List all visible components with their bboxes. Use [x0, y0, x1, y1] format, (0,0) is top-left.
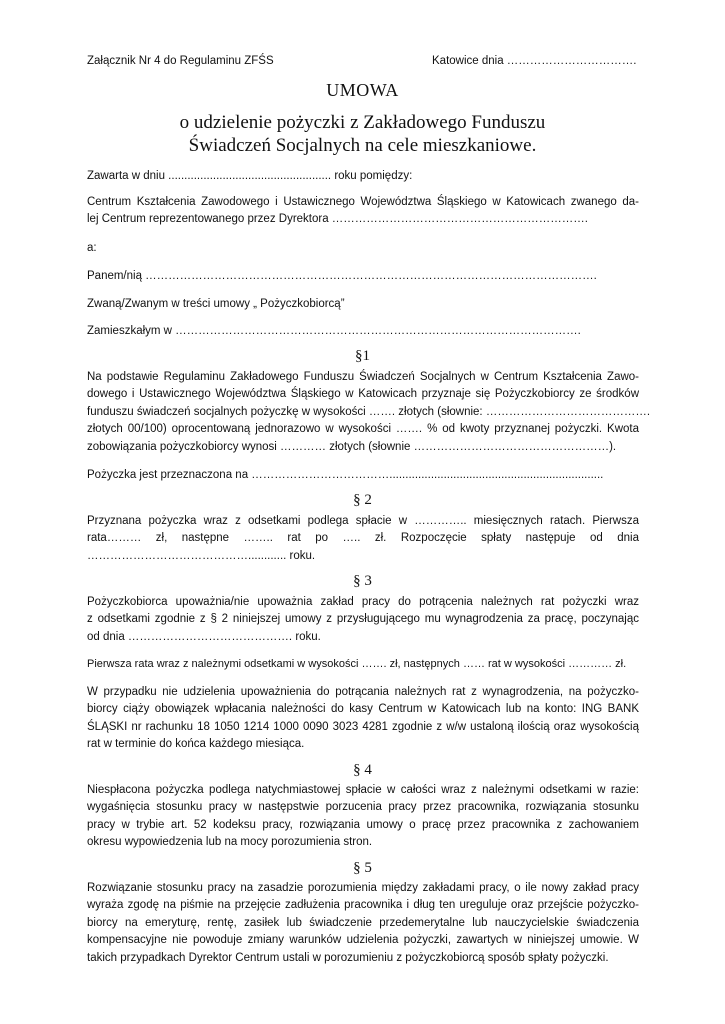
attachment-note: Załącznik Nr 4 do Regulaminu ZFŚS [87, 55, 274, 67]
section-3-body [87, 594, 639, 646]
payment-method-line: W przypadku nie udzielenia upoważnienia do potrącania należnych rat z wynagrodzenia, na pożyczko- [87, 686, 639, 698]
section-1-line: złotych 00/100) oprocentowaną jednorazowo w wysokości ……. % od kwoty przyznanej pożyczki. Kwota [87, 423, 639, 436]
and-label: a: [87, 242, 97, 254]
section-2-heading: § 2 [353, 492, 372, 508]
section-4-heading: § 4 [353, 762, 372, 778]
payment-method-line: biorcy ciąży obowiązek wpłacania należności do kasy Centrum w Katowicach lub na konto: ING BANK [87, 703, 639, 716]
section-3-heading: § 3 [353, 573, 372, 589]
payment-method-paragraph [87, 684, 639, 754]
section-2-body [87, 513, 639, 565]
section-4-body [87, 782, 639, 852]
section-3-line: z odsetkami zgodnie z § 2 niniejszej umowy z przysługującego mu wynagrodzenia za pracę, poczynając [87, 613, 639, 626]
party-one-paragraph [87, 194, 639, 229]
party-one-line-1: Centrum Kształcenia Zawodowego i Ustawicznego Województwa Śląskiego w Katowicach zwanego da- [87, 196, 639, 208]
section-5-body [87, 880, 639, 967]
loan-purpose-line: Pożyczka jest przeznaczona na ………………………………................................................................... [87, 469, 604, 481]
section-4-line: wygaśnięcia stosunku pracy w następstwie porzucenia pracy przez pracownika, rozwiązania stosunku [87, 801, 639, 814]
section-5-heading: § 5 [353, 860, 372, 876]
residence-line: Zamieszkałym w ……………………………………………………………………………………………. [87, 325, 581, 337]
section-1-heading: §1 [355, 348, 370, 364]
section-5-line: Rozwiązanie stosunku pracy na zasadzie porozumienia między zakładami pracy, o ile nowy zakład pracy [87, 882, 639, 894]
section-2-line: Przyznana pożyczka wraz z odsetkami podlega spłacie w ………….. miesięcznych ratach. Pierwsza [87, 515, 639, 527]
document-subtitle-line-1: o udzielenie pożyczki z Zakładowego Funduszu [179, 112, 546, 133]
document-subtitle-line-2: Świadczeń Socjalnych na cele mieszkaniowe. [188, 135, 537, 156]
section-5-line: biorcy na emeryturę, rentę, zasiłek lub świadczenie przedemerytalne lub nauczycielskie świadczenia [87, 916, 639, 929]
section-1-line: dowego i Ustawicznego Województwa Śląskiego w Katowicach przyznaje się Pożyczkobiorcy ze środków [87, 388, 639, 401]
first-installment-line: Pierwsza rata wraz z należnymi odsetkami w wysokości ……. zł, następnych …… rat w wysokości ………… zł. [87, 658, 627, 670]
party-one-line-2: lej Centrum reprezentowanego przez Dyrektora …………………………………………………………. [87, 213, 589, 226]
section-4-line: Niespłacona pożyczka podlega natychmiastowej spłacie w całości wraz z należnymi odsetkami w razie: [87, 784, 639, 796]
party-two-line: Panem/nią ………………………………………………………………………………………………………. [87, 270, 597, 282]
section-4-line: pracy w trybie art. 52 kodeksu pracy, rozwiązania umowy o pracę przez pracownika z zachowaniem [87, 818, 639, 831]
section-2-line: ……………………………………............ roku. [87, 549, 316, 562]
city-date: Katowice dnia ……………………………. [432, 55, 637, 67]
section-1-line: Na podstawie Regulaminu Zakładowego Funduszu Świadczeń Socjalnych w Centrum Kształcenia Zawo- [87, 371, 639, 383]
section-5-line: takich przypadkach Dyrektor Centrum ustali w porozumieniu z pożyczkobiorcą sposób spłaty pożyczki. [87, 951, 609, 964]
section-3-line: Pożyczkobiorca upoważnia/nie upoważnia zakład pracy do potrącenia należnych rat pożyczki wraz [87, 596, 639, 608]
section-1-line: funduszu świadczeń socjalnych pożyczkę w wysokości ……. złotych (słownie: ……………………………………. [87, 405, 651, 418]
section-5-line: wyraża zgodę na piśmie na przejęcie zadłużenia pracownika i dług ten ureguluje oraz przejście pożyczko- [87, 899, 639, 912]
section-1-line: zobowiązania pożyczkobiorcy wynosi ………… złotych (słownie ……………………………………………). [87, 440, 617, 453]
payment-method-line: ŚLĄSKI nr rachunku 18 1050 1214 1000 0090 3023 4281 zgodnie z w/w ustaloną ilością oraz wysokością [87, 720, 639, 733]
section-5-line: kompensacyjne nie powoduje zmiany warunków udzielenia pożyczki, zawartych w niniejszej umowie. W [87, 934, 639, 947]
document-title: UMOWA [326, 80, 399, 100]
concluded-on-line: Zawarta w dniu ................................................... roku pomiędzy: [87, 170, 413, 182]
payment-method-line: rat w terminie do końca każdego miesiąca. [87, 738, 305, 751]
borrower-designation: Zwaną/Zwanym w treści umowy „ Pożyczkobiorcą” [87, 298, 345, 310]
section-3-line: od dnia ……………………………………. roku. [87, 630, 321, 643]
section-2-line: rata……… zł, następne …….. rat po ….. zł. Rozpoczęcie spłaty następuje od dnia [87, 532, 639, 545]
section-4-line: okresu wypowiedzenia lub na mocy porozumienia stron. [87, 836, 373, 849]
section-1-body [87, 369, 651, 456]
